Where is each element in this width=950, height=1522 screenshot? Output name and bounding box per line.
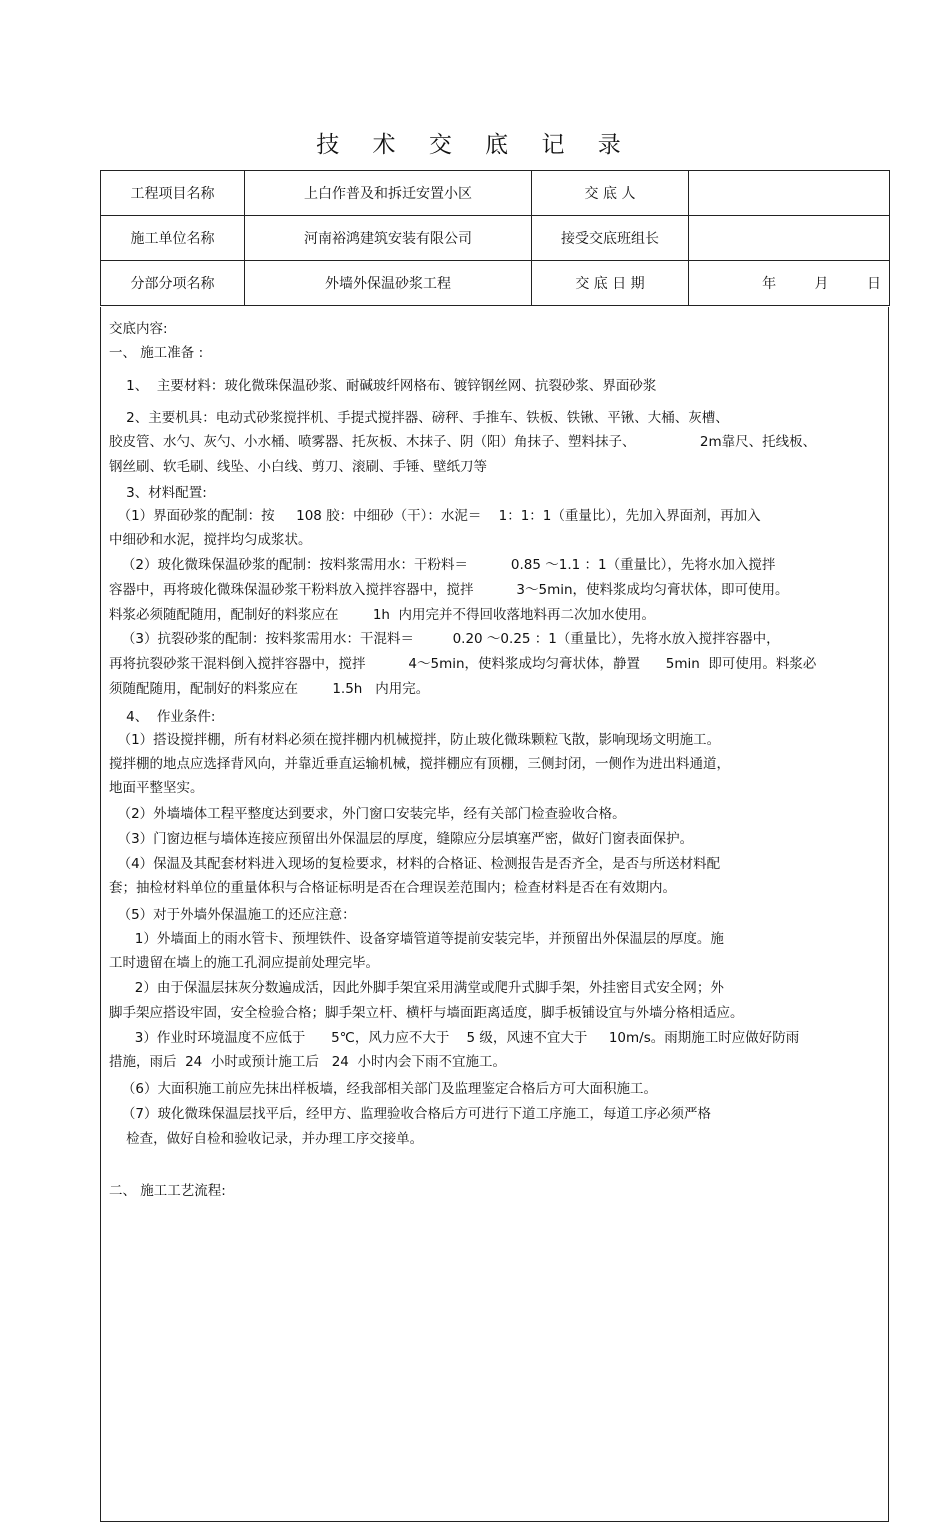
content-line: 2、主要机具：电动式砂浆搅拌机、手提式搅拌器、磅秤、手推车、铁板、铁锹、平锹、大桶、灰槽、 (109, 410, 729, 426)
content-line: （3）抗裂砂浆的配制：按料浆需用水：干混料＝ 0.20 ～0.25 ：1（重量比），先将水放入搅拌容器中， (109, 631, 780, 647)
content-line: （2）玻化微珠保温砂浆的配制：按料浆需用水：干粉料＝ 0.85 ～1.1 ：1（重量比），先将水加入搅拌 (109, 557, 776, 573)
content-line: 1、 主要材料：玻化微珠保温砂浆、耐碱玻纤网格布、镀锌钢丝网、抗裂砂浆、界面砂浆 (109, 378, 657, 394)
brief-content-box (100, 307, 889, 1522)
content-line: （7）玻化微珠保温层找平后，经甲方、监理验收合格后方可进行下道工序施工，每道工序必须严格 (109, 1106, 711, 1122)
content-line: 套；抽检材料单位的重量体积与合格证标明是否在合理误差范围内；检查材料是否在有效期内。 (109, 880, 676, 896)
content-line: （3）门窗边框与墙体连接应预留出外保温层的厚度，缝隙应分层填塞严密，做好门窗表面保护。 (109, 831, 694, 847)
content-line: 检查，做好自检和验收记录，并办理工序交接单。 (109, 1131, 424, 1147)
header-row-project (101, 171, 890, 216)
content-line: （1）搭设搅拌棚，所有材料必须在搅拌棚内机械搅拌，防止玻化微珠颗粒飞散，影响现场文明施工。 (109, 732, 721, 748)
content-line: （5）对于外墙外保温施工的还应注意： (109, 907, 356, 923)
date-month: 月 (814, 276, 829, 292)
content-line: 钢丝刷、软毛刷、线坠、小白线、剪刀、滚刷、手锤、壁纸刀等 (109, 459, 487, 475)
content-line: 再将抗裂砂浆干混料倒入搅拌容器中，搅拌 4～5min，使料浆成均匀膏状体，静置 5min 即可使用。料浆必 (109, 656, 817, 672)
content-line: 工时遗留在墙上的施工孔洞应提前处理完毕。 (109, 955, 379, 971)
date-day: 日 (867, 276, 881, 292)
content-line: （4）保温及其配套材料进入现场的复检要求，材料的合格证、检测报告是否齐全，是否与所送材料配 (109, 856, 721, 872)
content-line: 须随配随用，配制好的料浆应在 1.5h 内用完。 (109, 681, 430, 697)
content-line: 一、 施工准备 : (109, 345, 204, 361)
brief-date-label: 交 底 日 期 (532, 261, 689, 306)
subitem-name-value: 外墙外保温砂浆工程 (245, 261, 532, 306)
content-line: 4、 作业条件: (109, 709, 216, 725)
project-name-value: 上白作普及和拆迁安置小区 (245, 171, 532, 216)
content-line: 料浆必须随配随用，配制好的料浆应在 1h 内用完并不得回收落地料再二次加水使用。 (109, 607, 656, 623)
header-row-unit (101, 216, 890, 261)
subitem-name-label: 分部分项名称 (101, 261, 245, 306)
header-table (100, 170, 890, 306)
content-line: 1）外墙面上的雨水管卡、预埋铁件、设备穿墙管道等提前安装完毕，并预留出外保温层的厚度。施 (109, 931, 724, 947)
unit-name-value: 河南裕鸿建筑安装有限公司 (245, 216, 532, 261)
content-line: 2）由于保温层抹灰分数遍成活，因此外脚手架宜采用满堂或爬升式脚手架，外挂密目式安全网；外 (109, 980, 724, 996)
content-line: 脚手架应搭设牢固，安全检验合格；脚手架立杆、横杆与墙面距离适度，脚手板铺设宜与外墙分格相适应。 (109, 1005, 744, 1021)
team-leader-label: 接受交底班组长 (532, 216, 689, 261)
content-line: 容器中，再将玻化微珠保温砂浆干粉料放入搅拌容器中，搅拌 3～5min，使料浆成均匀膏状体，即可使用。 (109, 582, 789, 598)
brief-date-value (689, 261, 890, 306)
content-line: 3）作业时环境温度不应低于 5℃，风力应不大于 5 级，风速不宜大于 10m/s。雨期施工时应做好防雨 (109, 1030, 800, 1046)
content-line: 胶皮管、水勺、灰勺、小水桶、喷雾器、托灰板、木抹子、阴（阳）角抹子、塑料抹子、 2m靠尺、托线板、 (109, 434, 817, 450)
content-line: 交底内容: (109, 321, 168, 337)
unit-name-label: 施工单位名称 (101, 216, 245, 261)
content-line: 二、 施工工艺流程: (109, 1183, 226, 1199)
content-line: 措施，雨后 24 小时或预计施工后 24 小时内会下雨不宜施工。 (109, 1054, 506, 1070)
content-line: （6）大面积施工前应先抹出样板墙，经我部相关部门及监理鉴定合格后方可大面积施工。 (109, 1081, 657, 1097)
briefer-value (689, 171, 890, 216)
content-line: 3、材料配置: (109, 485, 207, 501)
content-line: 搅拌棚的地点应选择背风向，并靠近垂直运输机械，搅拌棚应有顶棚，三侧封闭，一侧作为进出料通道， (109, 756, 730, 772)
content-line: 中细砂和水泥，搅拌均匀成浆状。 (109, 532, 312, 548)
document-title: 技 术 交 底 记 录 (316, 132, 634, 158)
team-leader-value (689, 216, 890, 261)
content-line: （2）外墙墙体工程平整度达到要求，外门窗口安装完毕，经有关部门检查验收合格。 (109, 806, 626, 822)
header-row-subitem (101, 261, 890, 306)
briefer-label: 交 底 人 (532, 171, 689, 216)
date-year: 年 (762, 276, 777, 292)
content-line: （1）界面砂浆的配制：按 108 胶：中细砂（干）：水泥＝ 1：1：1（重量比），先加入界面剂，再加入 (109, 508, 761, 524)
content-line: 地面平整坚实。 (109, 780, 204, 796)
project-name-label: 工程项目名称 (101, 171, 245, 216)
